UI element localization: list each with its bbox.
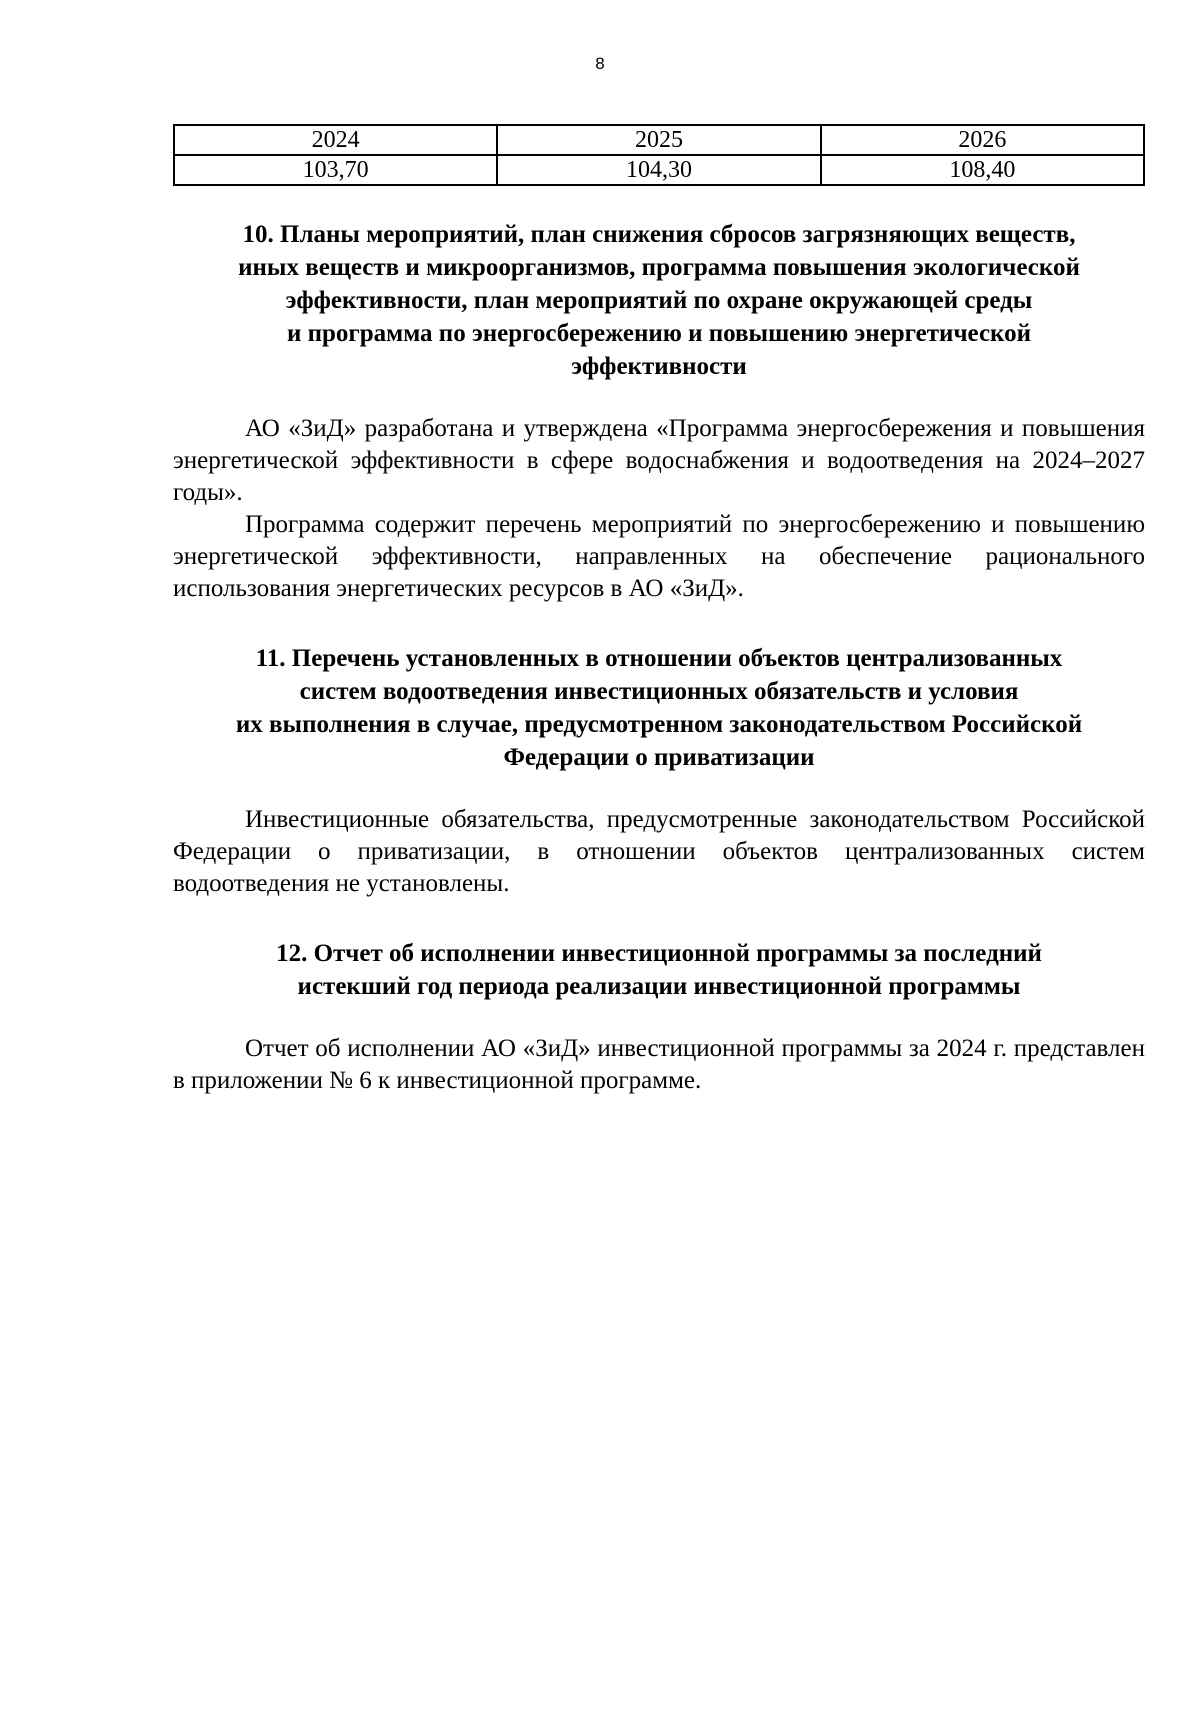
heading-line: их выполнения в случае, предусмотренном законодательством Российской (235, 711, 1083, 738)
heading-line: эффективности, план мероприятий по охране окружающей среды (285, 287, 1033, 314)
section-12-text (173, 1033, 1145, 1097)
section-10-heading (173, 218, 1145, 383)
heading-line: 10. Планы мероприятий, план снижения сбросов загрязняющих веществ, (242, 221, 1076, 248)
figures-table (173, 124, 1145, 186)
heading-line: 11. Перечень установленных в отношении объектов централизованных (255, 645, 1063, 672)
table-cell-value: 108,40 (821, 155, 1144, 185)
table-cell-value: 103,70 (174, 155, 497, 185)
section-11-text (173, 804, 1145, 900)
table-row-values (174, 155, 1144, 185)
heading-line: истекший год периода реализации инвестиционной программы (297, 973, 1021, 1000)
paragraph: Отчет об исполнении АО «ЗиД» инвестиционной программы за 2024 г. представлен в приложении № 6 к инвестиционной программе. (173, 1035, 1145, 1094)
table-cell-year: 2026 (821, 125, 1144, 155)
table-cell-year: 2024 (174, 125, 497, 155)
section-12-heading (173, 937, 1145, 1003)
paragraph: Инвестиционные обязательства, предусмотренные законодательством Российской Федерации о приватизации, в отношении объектов централизованных систем водоотведения не установлены. (173, 806, 1145, 897)
page-number: 8 (595, 54, 605, 73)
section-10-text (173, 413, 1145, 605)
table-cell-year: 2025 (497, 125, 820, 155)
document-body (173, 124, 1145, 1134)
heading-line: и программа по энергосбережению и повышению энергетической (286, 320, 1032, 347)
heading-line: Федерации о приватизации (503, 744, 815, 771)
heading-line: эффективности (571, 353, 747, 380)
section-11-heading (173, 642, 1145, 774)
heading-line: иных веществ и микроорганизмов, программа повышения экологической (238, 254, 1080, 281)
paragraph: Программа содержит перечень мероприятий по энергосбережению и повышению энергетической эффективности, направленных на обеспечение рационального использования энергетических ресурсов в АО «ЗиД». (173, 511, 1145, 602)
table-row-years (174, 125, 1144, 155)
paragraph: АО «ЗиД» разработана и утверждена «Программа энергосбережения и повышения энергетической эффективности в сфере водоснабжения и водоотведения на 2024–2027 годы». (173, 415, 1145, 506)
heading-line: систем водоотведения инвестиционных обязательств и условия (299, 678, 1019, 705)
table-cell-value: 104,30 (497, 155, 820, 185)
heading-line: 12. Отчет об исполнении инвестиционной программы за последний (276, 940, 1042, 967)
